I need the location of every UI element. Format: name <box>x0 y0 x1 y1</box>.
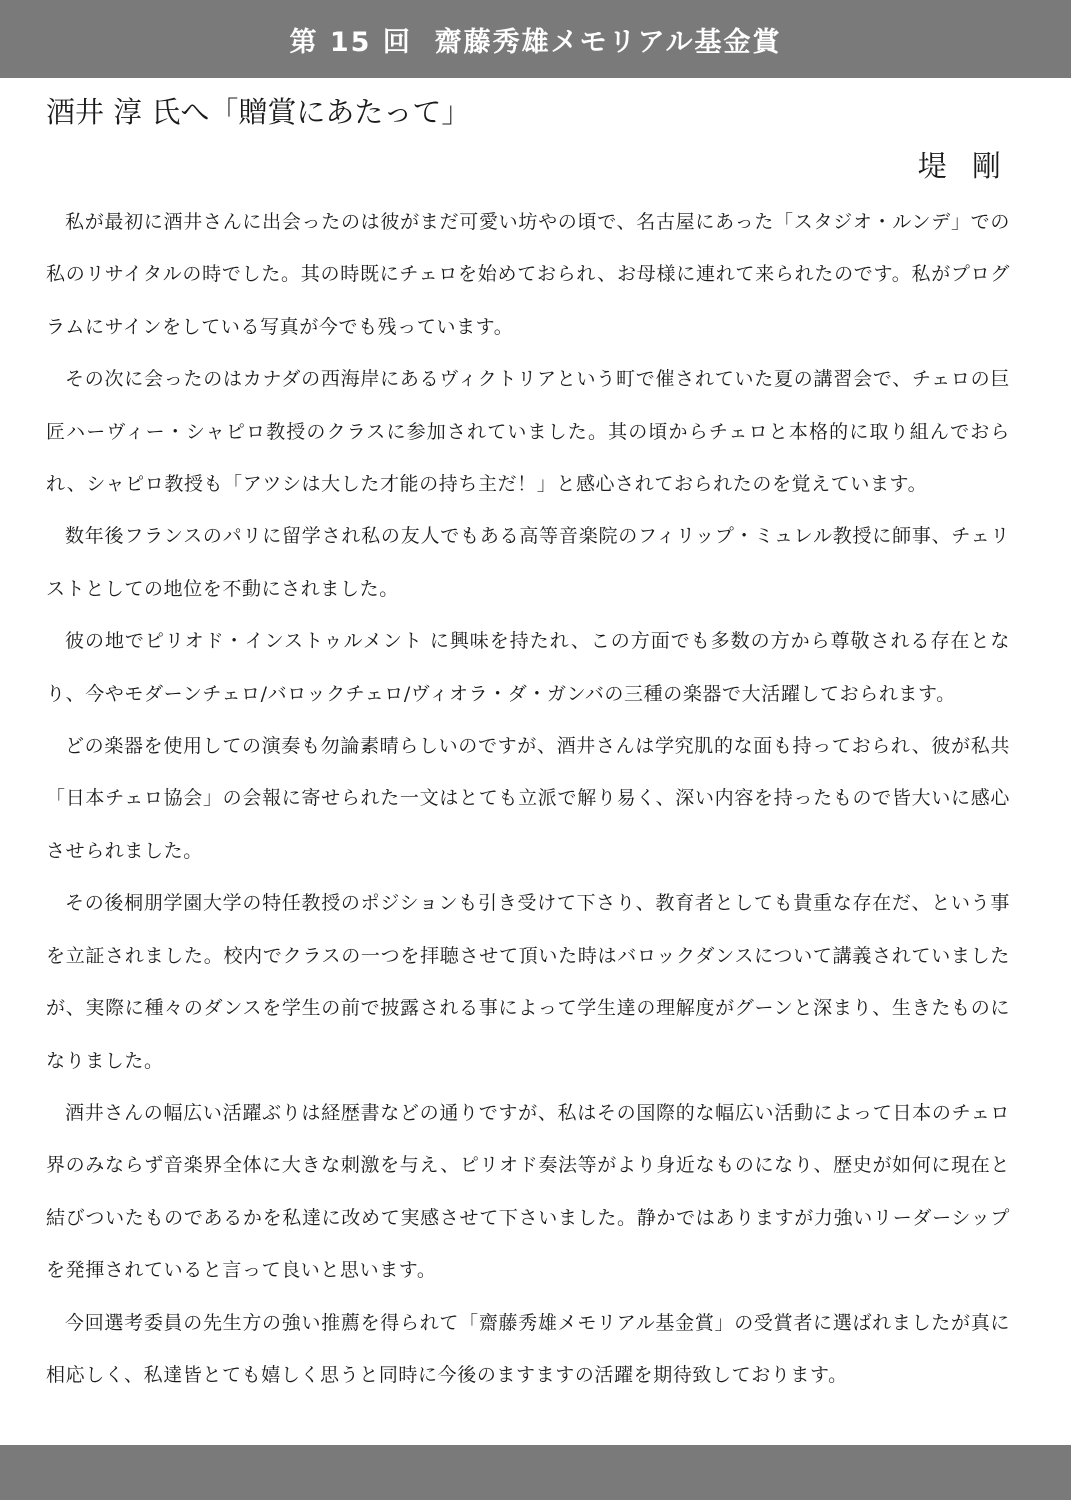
paragraph-3: 数年後フランスのパリに留学され私の友人でもある高等音楽院のフィリップ・ミュレル教授に師事、チェリストとしての地位を不動にされました。 <box>46 525 1010 600</box>
header-bar <box>0 0 1071 78</box>
paragraph-2: その次に会ったのはカナダの西海岸にあるヴィクトリアという町で催されていた夏の講習会で、チェロの巨匠ハーヴィー・シャピロ教授のクラスに参加されていました。其の頃からチェロと本格的に取り組んでおられ、シャピロ教授も「アツシは大した才能の持ち主だ！」と感心されておられたのを覚えています。 <box>46 368 1010 496</box>
paragraph-7: 酒井さんの幅広い活躍ぶりは経歴書などの通りですが、私はその国際的な幅広い活動によって日本のチェロ界のみならず音楽界全体に大きな刺激を与え、ピリオド奏法等がより身近なものになり、歴史が如何に現在と結びついたものであるかを私達に改めて実感させて下さいました。静かではありますが力強いリーダーシップを発揮されていると言って良いと思います。 <box>46 1101 1010 1282</box>
paragraph-8: 今回選考委員の先生方の強い推薦を得られて「齋藤秀雄メモリアル基金賞」の受賞者に選ばれましたが真に相応しく、私達皆とても嬉しく思うと同時に今後のますますの活躍を期待致しております。 <box>46 1311 1010 1386</box>
paragraph-6: その後桐朋学園大学の特任教授のポジションも引き受けて下さり、教育者としても貴重な存在だ、という事を立証されました。校内でクラスの一つを拝聴させて頂いた時はバロックダンスについて講義されていましたが、実際に種々のダンスを学生の前で披露される事によって学生達の理解度がグーンと深まり、生きたものになりました。 <box>46 892 1010 1072</box>
paragraph-4: 彼の地でピリオド・インストゥルメント に興味を持たれ、この方面でも多数の方から尊敬される存在となり、今やモダーンチェロ/バロックチェロ/ヴィオラ・ダ・ガンバの三種の楽器で大活躍しておられます。 <box>46 630 1010 705</box>
author-name: 堤 剛 <box>917 149 1009 183</box>
article-subtitle: 酒井 淳 氏へ「贈賞にあたって」 <box>46 95 471 129</box>
article-body <box>46 196 1010 1401</box>
footer-bar <box>0 1445 1071 1500</box>
award-title: 第 15 回 齋藤秀雄メモリアル基金賞 <box>289 26 782 58</box>
paragraph-5: どの楽器を使用しての演奏も勿論素晴らしいのですが、酒井さんは学究肌的な面も持っておられ、彼が私共「日本チェロ協会」の会報に寄せられた一文はとても立派で解り易く、深い内容を持ったもので皆大いに感心させられました。 <box>46 735 1010 862</box>
paragraph-1: 私が最初に酒井さんに出会ったのは彼がまだ可愛い坊やの頃で、名古屋にあった「スタジオ・ルンデ」での私のリサイタルの時でした。其の時既にチェロを始めておられ、お母様に連れて来られたのです。私がプログラムにサインをしている写真が今でも残っています。 <box>46 211 1010 338</box>
